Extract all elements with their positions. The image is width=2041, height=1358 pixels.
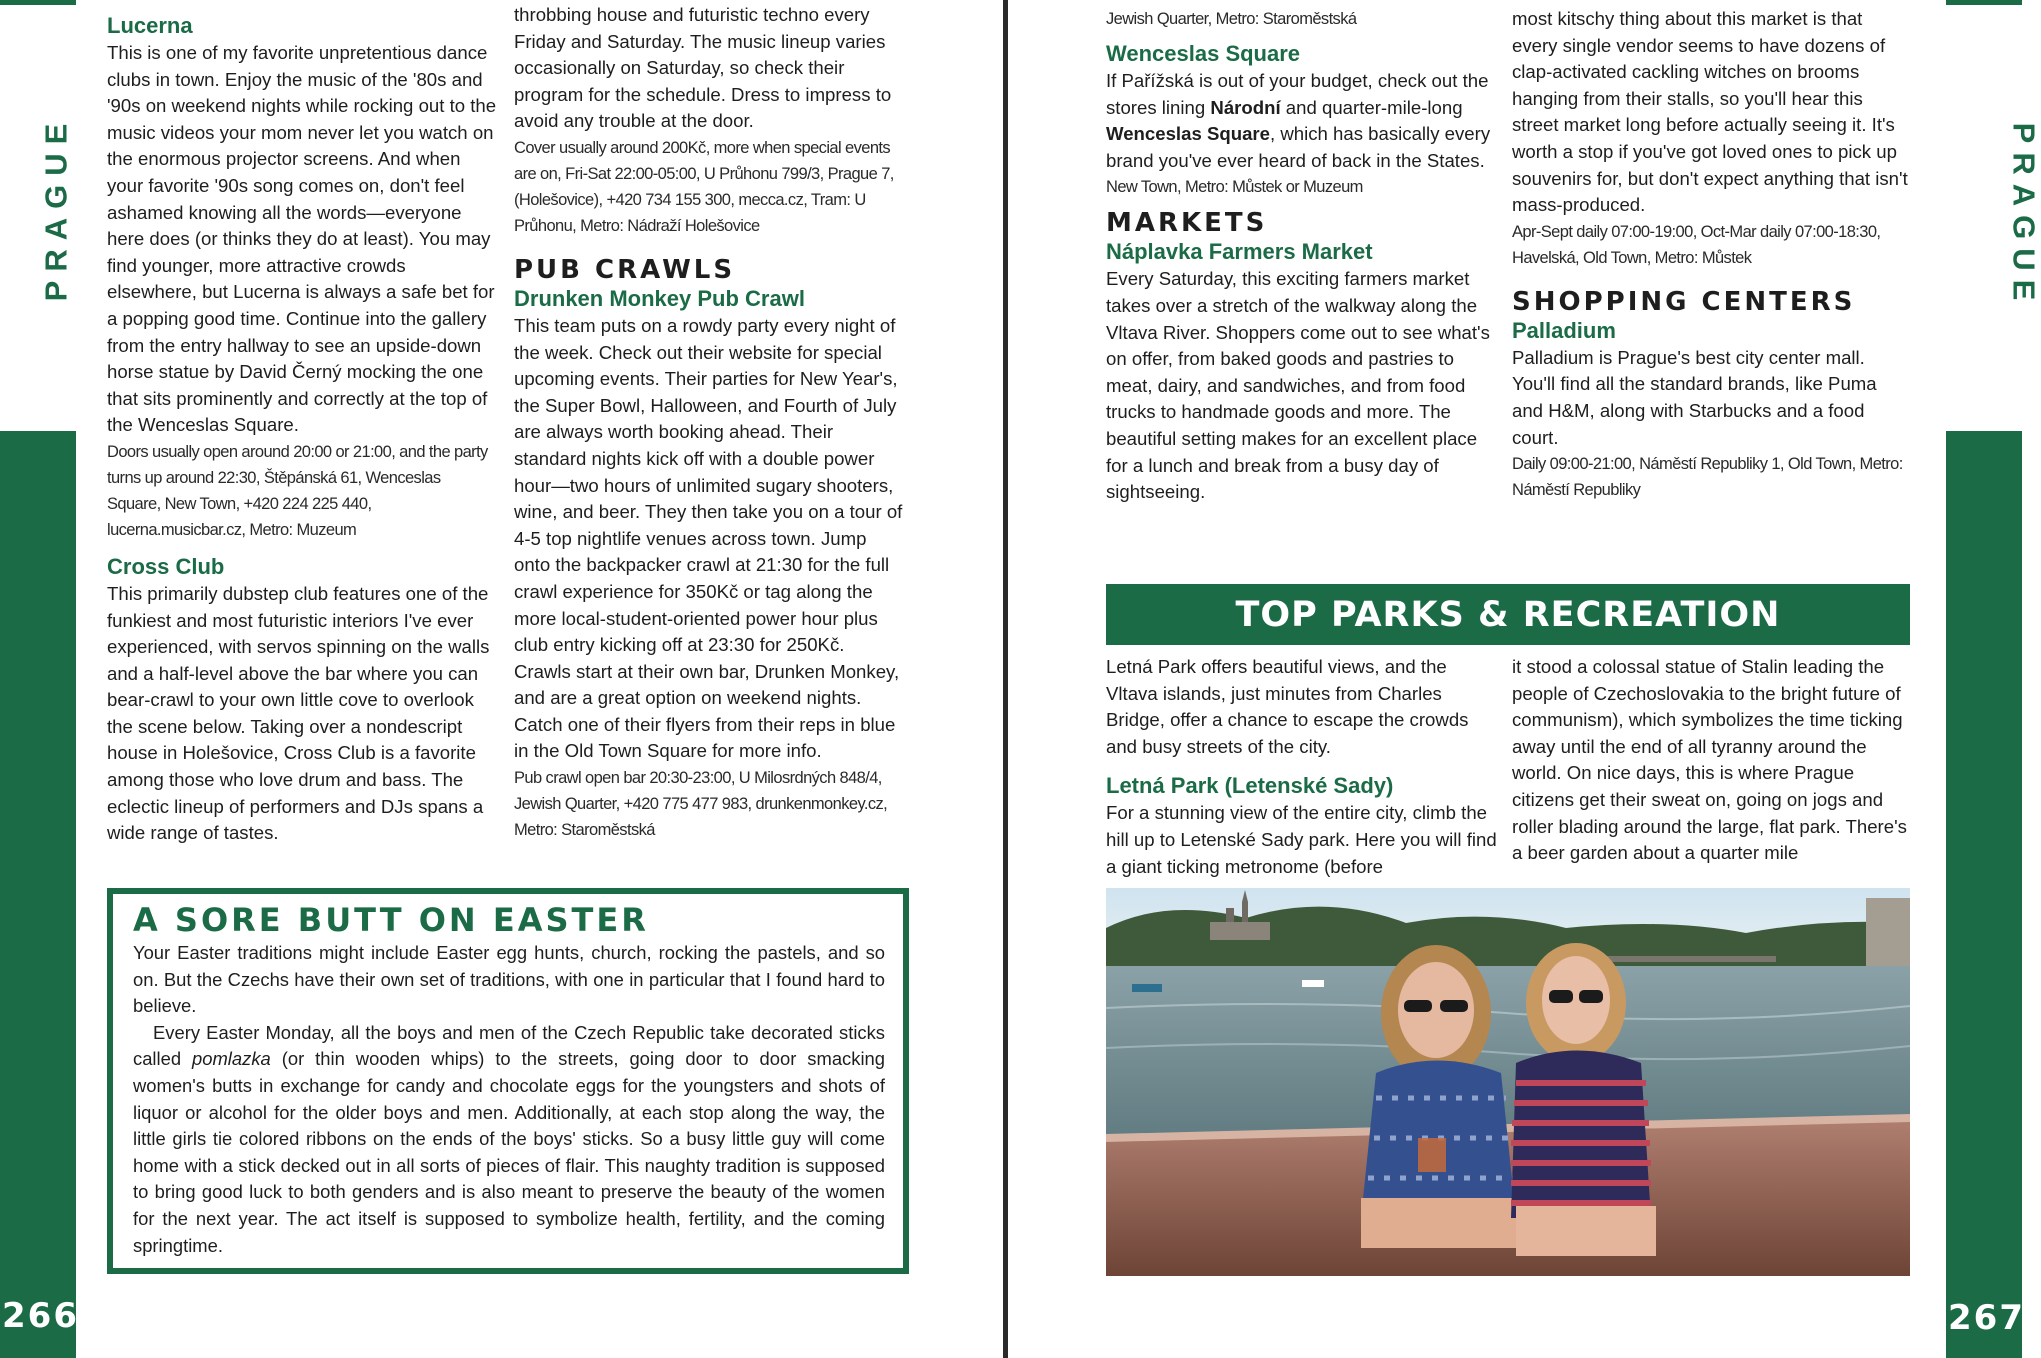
venue-body-drunken-monkey: This team puts on a rowdy party every night of the week. Check out their website for special upcoming events. Their parties for New Year's, the Super Bowl, Halloween, and Fourth of July are always worth booking ahead. Their standard nights kick off with a double power hour—two hours of unlimited sugary shooters, wine, and beer. They then take you on a tour of 4-5 top nightlife venues across town. Jump onto the backpacker crawl at 21:30 for the full crawl experience for 350Kč or tag along the more local-student-oriented power hour plus club entry kicking off at 23:30 for 250Kč. Crawls start at their own bar, Drunken Monkey, and are a great option on weekend nights. Catch one of their flyers from their reps in blue in the Old Town Square for more info. [514,314,903,762]
venue-info-mecca: Cover usually around 200Kč, more when special events are on, Fri-Sat 22:00-05:00, U Průhonu 799/3, Prague 7, (Holešovice), +420 734 155 300, mecca.cz, Tram: U Průhonu, Metro: Nádraží Holešovice [514,138,894,235]
letna-body-continued: it stood a colossal statue of Stalin leading the people of Czechoslovakia to the bright future of communism), which symbolizes the time ticking away until the end of all tyranny around the world. On nice days, this is where Prague citizens get their sweat on, going on jogs and roller blading around the large, flat park. There's a beer garden about a quarter mile [1512,656,1907,864]
pomlazka-term: pomlazka [192,1048,271,1070]
parks-column-2 [1512,654,1912,867]
venue-title-naplavka: Náplavka Farmers Market [1106,239,1373,265]
right-page-number: 267 [1948,1298,2025,1338]
right-column-1 [1106,6,1502,506]
venue-body-wenceslas: If Pařížská is out of your budget, check out the stores lining Národní and quarter-mile-long Wenceslas Square, which has basically every brand you've ever heard of back in the States. [1106,70,1491,171]
left-side-tab-bar [0,431,76,1358]
mecca-body-fragment: throbbing house and futuristic techno every Friday and Saturday. The music lineup varies occasionally on Saturday, so check their program for the schedule. Dress to impress to avoid any trouble at the door. [514,4,892,132]
sidebar-paragraph-2: Every Easter Monday, all the boys and men of the Czech Republic take decorated sticks called pomlazka (or thin wooden whips) to the streets, going door to door smacking women's butts in exchange for candy and chocolate eggs for the youngsters and shots of liquor or alcohol for the older boys and men. Additionally, at each stop along the way, the little girls tie colored ribbons on the ends of the boys' sticks. So a busy little guy will come home with a stick decked out in all sorts of pieces of flair. This naughty tradition is supposed to bring good luck to both genders and is also meant to preserve the beauty of the women for the next year. The act itself is supposed to symbolize health, fertility, and the coming springtime. [133,1021,885,1256]
venue-body-naplavka: Every Saturday, this exciting farmers market takes over a stretch of the walkway along the Vltava River. Shoppers come out to see what's on offer, from baked goods and pastries to meat, dairy, and sandwiches, and from food trucks to handmade goods and more. The beautiful setting makes for an excellent place for a lunch and break from a busy day of sightseeing. [1106,268,1490,503]
right-side-label: PRAGUE [2006,122,2041,310]
venue-title-wenceslas: Wenceslas Square [1106,41,1301,66]
parks-intro: Letná Park offers beautiful views, and the Vltava islands, just minutes from Charles Bridge, offer a chance to escape the crowds and busy streets of the city. [1106,656,1469,757]
section-heading-markets: MARKETS [1106,208,1268,239]
sidebar-title: A SORE BUTT ON EASTER [133,901,649,939]
boat-photo [1106,888,1910,1276]
venue-title-letna: Letná Park (Letenské Sady) [1106,773,1394,799]
right-side-tab-bar [1946,431,2022,1358]
venue-info-wenceslas: New Town, Metro: Můstek or Muzeum [1106,178,1363,197]
parks-column-1 [1106,654,1502,880]
left-page-number: 266 [2,1296,79,1336]
section-heading-shopping-centers: SHOPPING CENTERS [1512,286,1856,317]
havelska-body-fragment: most kitschy thing about this market is that every single vendor seems to have dozens of clap-activated cackling witches on brooms hanging from their stalls, so you'll hear this street market long before actually seeing it. It's worth a stop if you've got loved ones to pick up souvenirs for, but don't expect anything that isn't mass-produced. [1512,8,1908,216]
left-column-1 [107,12,497,847]
venue-body-letna: For a stunning view of the entire city, climb the hill up to Letenské Sady park. Here you will find a giant ticking metronome (before [1106,802,1497,877]
venue-title-cross-club: Cross Club [107,553,225,579]
venue-info-lucerna: Doors usually open around 20:00 or 21:00, and the party turns up around 22:30, Štěpánská 61, Wenceslas Square, New Town, +420 224 225 440, lucerna.musicbar.cz, Metro: Muzeum [107,442,488,539]
venue-body-palladium: Palladium is Prague's best city center mall. You'll find all the standard brands, like Puma and H&M, along with Starbucks and a food court. [1512,346,1877,448]
section-banner-parks: TOP PARKS & RECREATION [1106,584,1910,645]
venue-body-cross-club: This primarily dubstep club features one of the funkiest and most futuristic interiors I've ever experienced, with servos spinning on the walls and a half-level above the bar where you can bear-crawl to your own little cove to overlook the scene below. Taking over a nondescript house in Holešovice, Cross Club is a favorite among those who love drum and bass. The eclectic lineup of performers and DJs spans a wide range of tastes. [107,582,490,844]
left-page [0,0,1005,1358]
venue-title-drunken-monkey: Drunken Monkey Pub Crawl [514,285,805,311]
venue-info-top: Jewish Quarter, Metro: Staroměstská [1106,10,1357,28]
section-heading-pub-crawls: PUB CRAWLS [514,254,736,285]
venue-info-havelska: Apr-Sept daily 07:00-19:00, Oct-Mar daily 07:00-18:30, Havelská, Old Town, Metro: Můstek [1512,222,1881,267]
venue-body-lucerna: This is one of my favorite unpretentious dance clubs in town. Enjoy the music of the '80s and '90s on weekend nights while rocking out to the music videos your mom never let you watch on the enormous projector screens. And when your favorite '90s song comes on, don't feel ashamed knowing all the words—everyone here does (or thinks they do at least). You may find younger, more attractive crowds elsewhere, but Lucerna is always a safe bet for a popping good time. Continue into the gallery from the entry hallway to see an upside-down horse statue by David Černý mocking the one that sits prominently and correctly at the top of the Wenceslas Square. [107,42,497,436]
venue-title-palladium: Palladium [1512,317,1616,343]
venue-title-lucerna: Lucerna [107,13,193,38]
left-side-label: PRAGUE [38,114,74,302]
book-gutter [1003,0,1008,1358]
right-column-2 [1512,6,1912,503]
left-column-2 [514,0,906,843]
venue-info-drunken-monkey: Pub crawl open bar 20:30-23:00, U Milosrdných 848/4, Jewish Quarter, +420 775 477 983, drunkenmonkey.cz, Metro: Staroměstská [514,769,888,840]
sidebar-easter [107,888,909,1274]
sidebar-paragraph-1: Your Easter traditions might include Easter egg hunts, church, rocking the pastels, and so on. But the Czechs have their own set of traditions, with one in particular that I found hard to believe. [133,942,885,1017]
venue-info-palladium: Daily 09:00-21:00, Náměstí Republiky 1, Old Town, Metro: Náměstí Republiky [1512,455,1903,500]
boat-photo-illustration [1106,888,1910,1276]
